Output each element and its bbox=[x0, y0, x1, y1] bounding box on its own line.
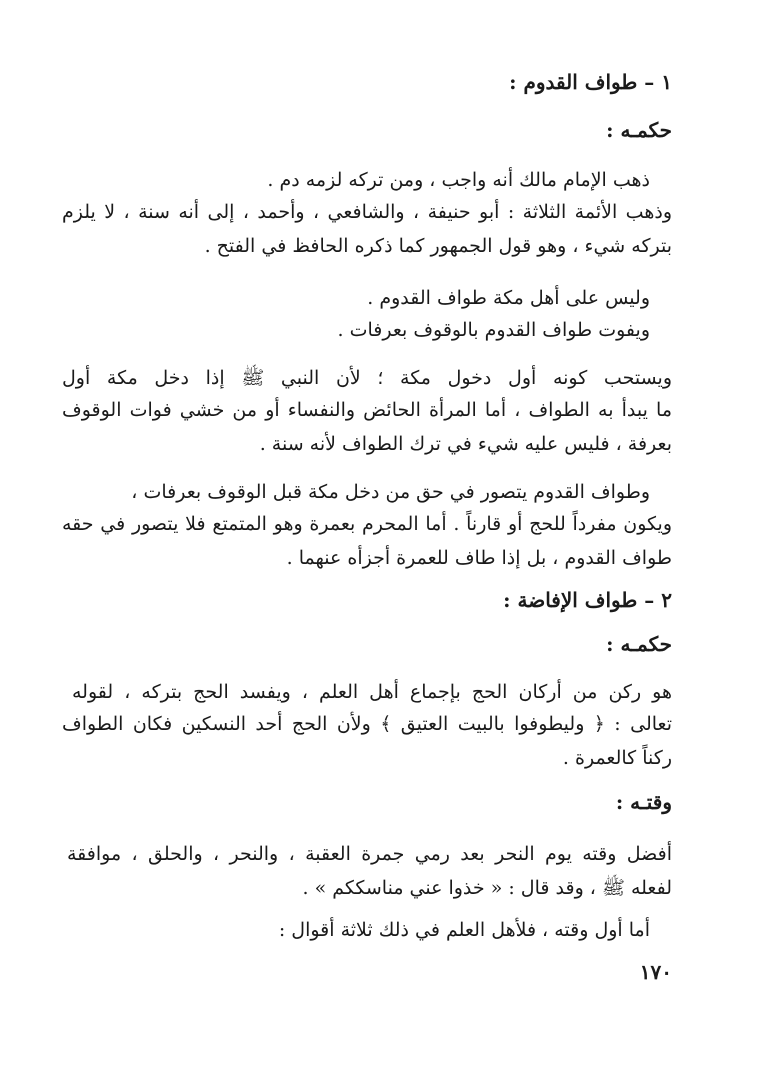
paragraph-line: أما أول وقته ، فلأهل العلم في ذلك ثلاثة أقوال : bbox=[278, 919, 650, 941]
paragraph-line: ويفوت طواف القدوم بالوقوف بعرفات . bbox=[337, 319, 650, 341]
paragraph-line: ذهب الإمام مالك أنه واجب ، ومن تركه لزمه دم . bbox=[267, 169, 650, 191]
ruling-label-1: حكمـه : bbox=[606, 118, 672, 142]
paragraph-line: طواف القدوم ، بل إذا طاف للعمرة أجزأه عنهما . bbox=[286, 547, 672, 569]
paragraph-line: وذهب الأئمة الثلاثة : أبو حنيفة ، والشافعي ، وأحمد ، إلى أنه سنة ، لا يلزم bbox=[62, 201, 672, 223]
paragraph-line: تعالى : ﴿ وليطوفوا بالبيت العتيق ﴾ ولأن الحج أحد النسكين فكان الطواف bbox=[62, 713, 672, 735]
time-label: وقتـه : bbox=[615, 790, 672, 814]
paragraph-line: ما يبدأ به الطواف ، أما المرأة الحائض والنفساء أو من خشي فوات الوقوف bbox=[62, 399, 672, 421]
paragraph-line: هو ركن من أركان الحج بإجماع أهل العلم ، ويفسد الحج بتركه ، لقوله bbox=[72, 681, 672, 703]
paragraph-line: بتركه شيء ، وهو قول الجمهور كما ذكره الحافظ في الفتح . bbox=[204, 235, 672, 257]
paragraph-line: وطواف القدوم يتصور في حق من دخل مكة قبل الوقوف بعرفات ، bbox=[131, 481, 650, 503]
section-heading-1: ١ – طواف القدوم : bbox=[509, 70, 672, 94]
paragraph-line: بعرفة ، فليس عليه شيء في ترك الطواف لأنه سنة . bbox=[259, 433, 672, 455]
paragraph-line: أفضل وقته يوم النحر بعد رمي جمرة العقبة ، والنحر ، والحلق ، موافقة bbox=[67, 843, 672, 865]
section-heading-2: ٢ – طواف الإفاضة : bbox=[503, 588, 672, 612]
paragraph-line: ركناً كالعمرة . bbox=[562, 747, 672, 769]
ruling-label-2: حكمـه : bbox=[606, 632, 672, 656]
page-number: ١٧٠ bbox=[639, 960, 672, 984]
paragraph-line: ويستحب كونه أول دخول مكة ؛ لأن النبي ﷺ إذا دخل مكة أول bbox=[62, 367, 672, 389]
paragraph-line: لفعله ﷺ ، وقد قال : « خذوا عني مناسككم » . bbox=[302, 877, 672, 899]
paragraph-line: وليس على أهل مكة طواف القدوم . bbox=[367, 287, 650, 309]
paragraph-line: ويكون مفرداً للحج أو قارناً . أما المحرم بعمرة وهو المتمتع فلا يتصور في حقه bbox=[62, 513, 672, 535]
